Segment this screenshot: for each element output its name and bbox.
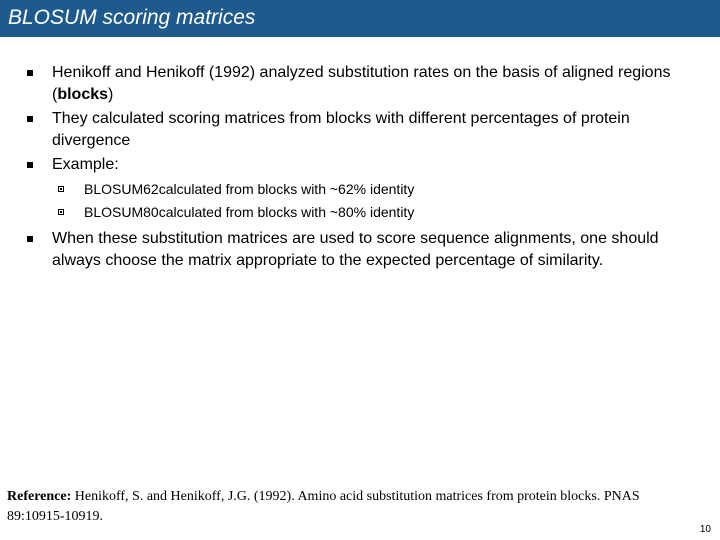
reference-citation <box>7 487 697 527</box>
bullet-text-4: When these substitution matrices are used to score sequence alignments, one should always choose the matrix appropriate to the expected percentage of similarity. <box>52 230 659 269</box>
bullet-text-2: They calculated scoring matrices from blocks with different percentages of protein divergence <box>52 110 630 149</box>
sub-bullet-marker-2 <box>58 209 64 215</box>
bullet-text-1-part1: Henikoff and Henikoff (1992) analyzed substitution rates on the basis of aligned regions ( <box>52 64 671 103</box>
bullet-text-1 <box>52 62 702 105</box>
title-bar <box>0 0 720 37</box>
bullet-marker-2 <box>27 116 33 122</box>
bullet-text-1-bold: blocks <box>57 85 109 103</box>
bullet-text-1-part2: ) <box>108 85 114 103</box>
bullet-marker-1 <box>27 70 33 76</box>
bullet-text-3: Example: <box>52 156 119 173</box>
reference-label: Reference: <box>7 489 72 504</box>
page-number: 10 <box>699 524 711 535</box>
slide-title: BLOSUM scoring matrices <box>8 6 256 29</box>
sub-bullet-text-2: BLOSUM80calculated from blocks with ~80% identity <box>84 204 415 220</box>
bullet-marker-3 <box>27 162 33 168</box>
reference-text: Henikoff, S. and Henikoff, J.G. (1992). Amino acid substitution matrices from protein blocks. PNAS 89:10915-10919. <box>7 489 640 524</box>
sub-bullet-marker-1 <box>58 186 64 192</box>
bullet-marker-4 <box>27 236 33 242</box>
sub-bullet-text-1: BLOSUM62calculated from blocks with ~62% identity <box>84 181 415 197</box>
